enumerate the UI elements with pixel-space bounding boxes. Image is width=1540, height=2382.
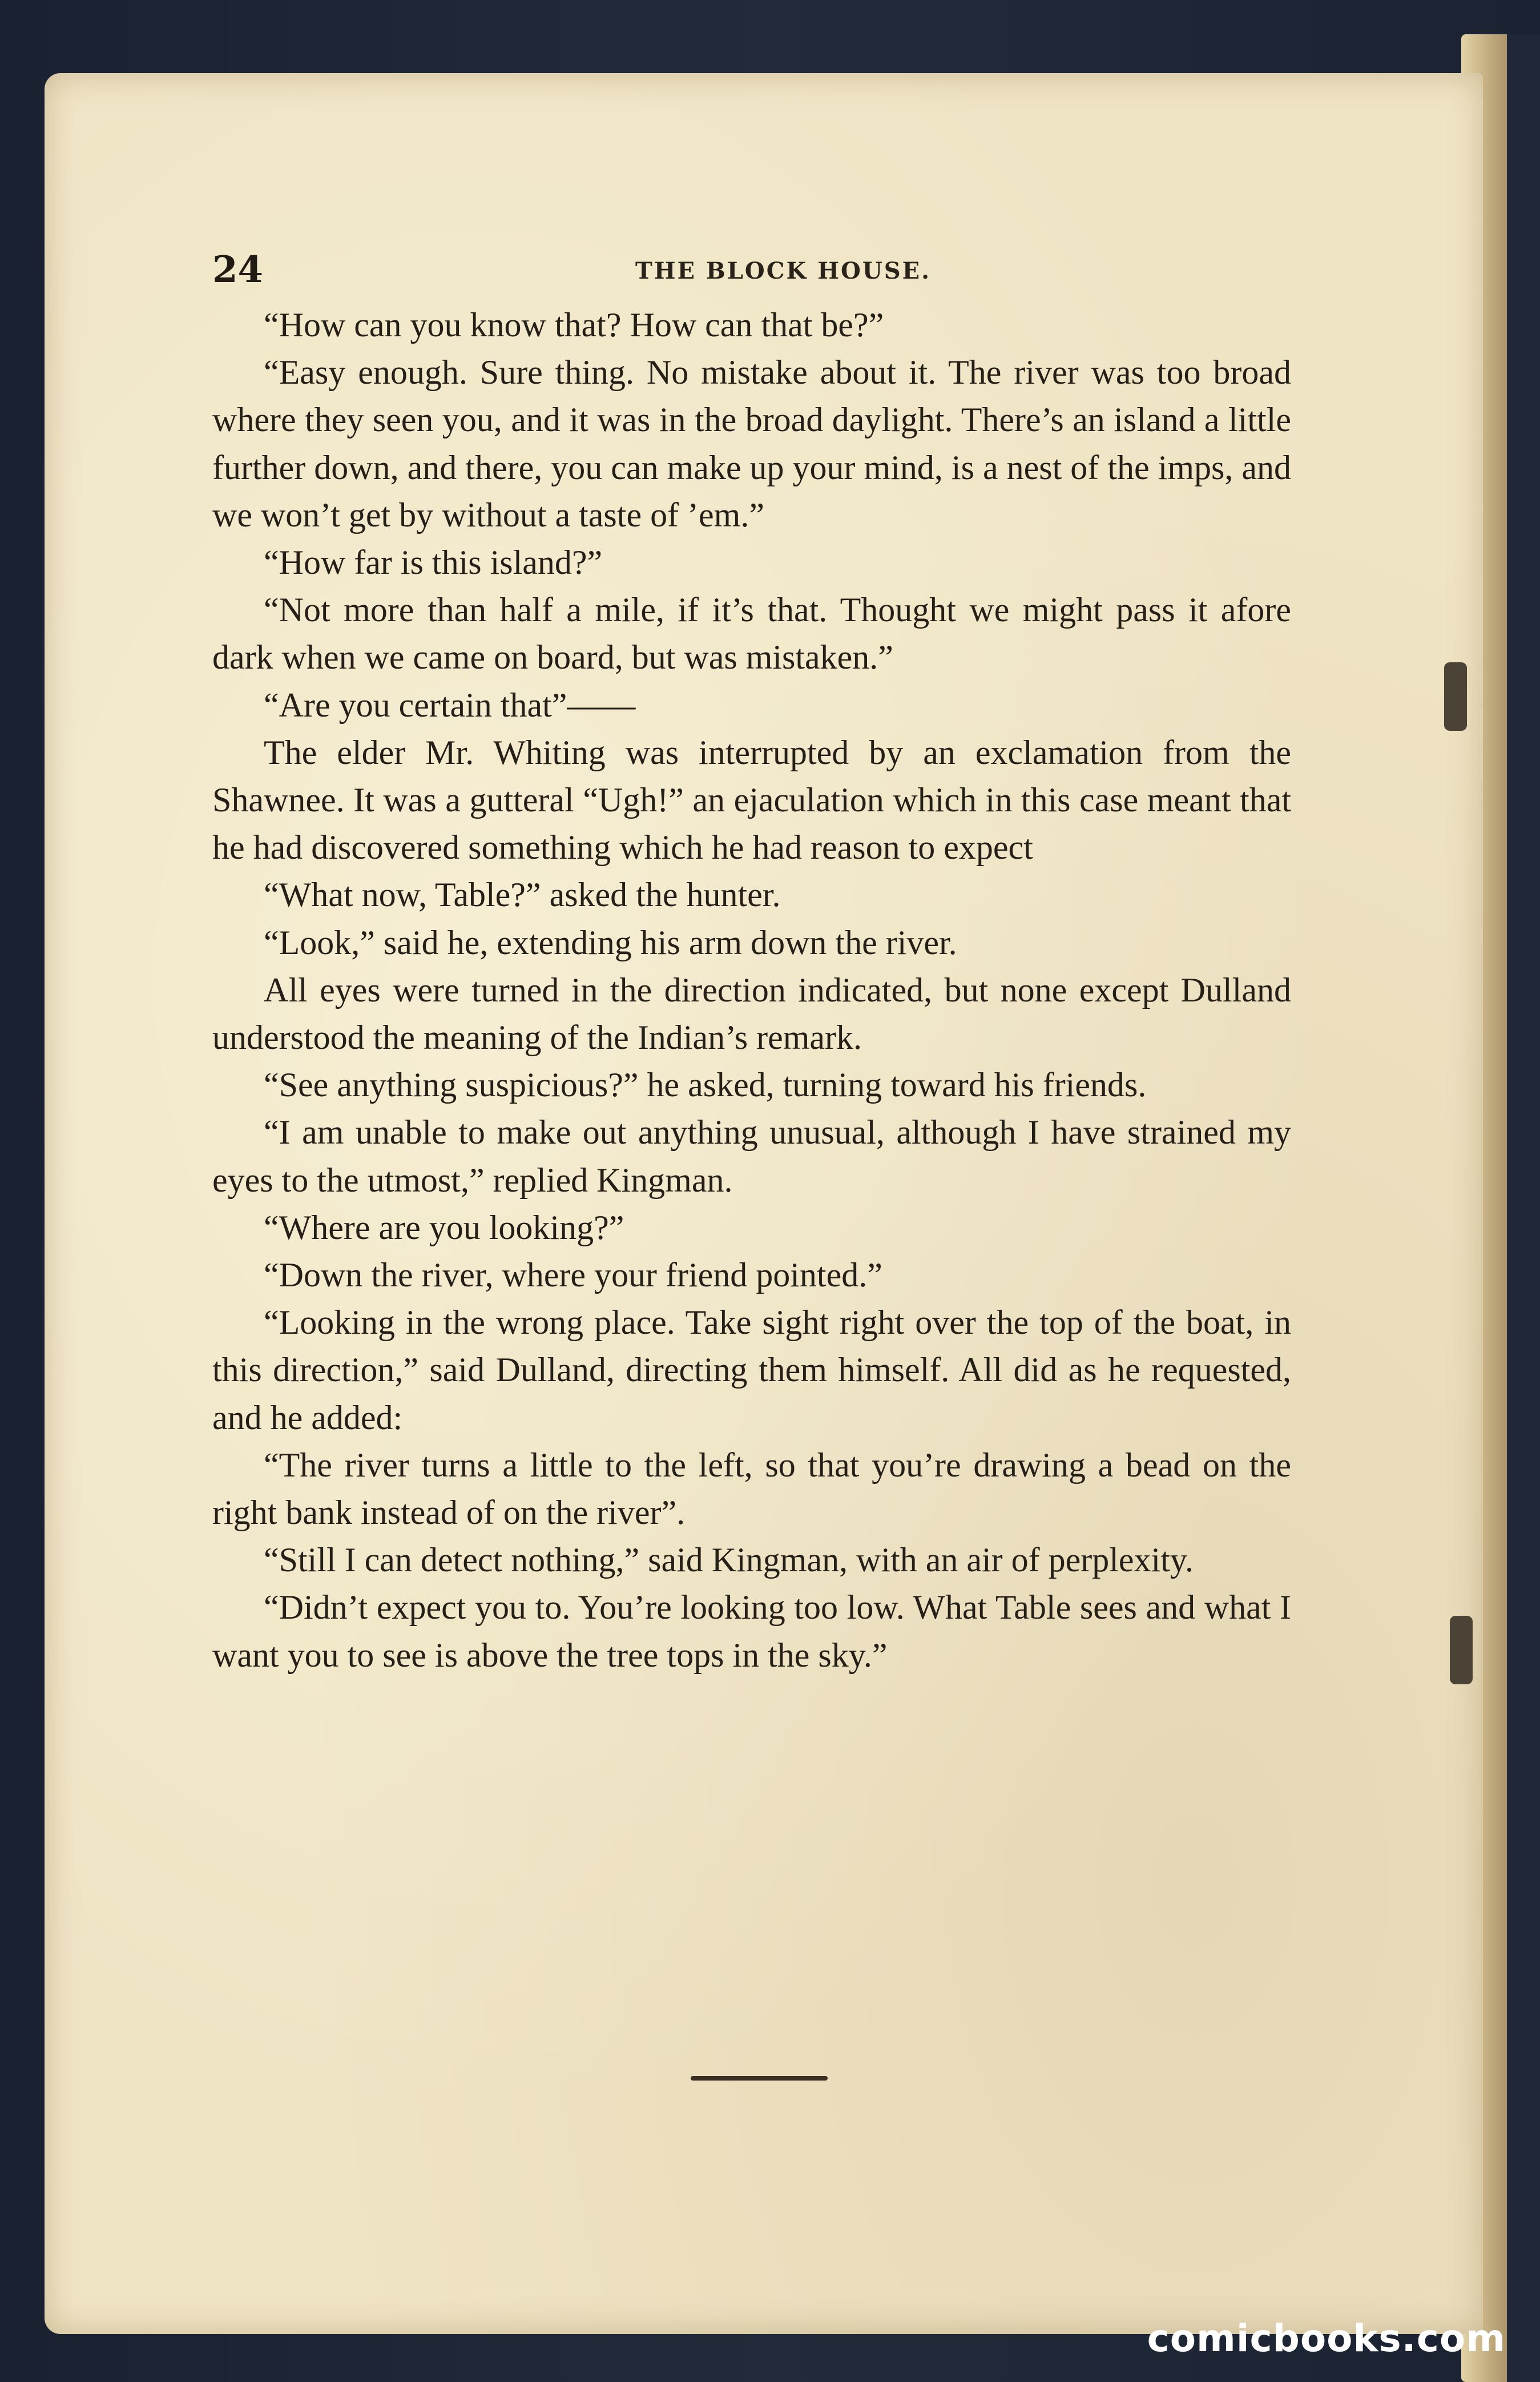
- paragraph: “Where are you looking?”: [264, 1208, 624, 1246]
- paragraph: “Easy enough. Sure thing. No mistake about it. The river was too broad where they seen you, and it was in the broad daylight. There’s an island a little further down, and there, you can make up your mind, is a nest of the imps, and we won’t get by without a taste of ’em.”: [212, 353, 1291, 534]
- running-title: THE BLOCK HOUSE.: [635, 257, 932, 284]
- paragraph: “How can you know that? How can that be?”: [264, 306, 884, 344]
- page-header: [212, 244, 1343, 296]
- paragraph: All eyes were turned in the direction indicated, but none except Dulland understood the meaning of the Indian’s remark.: [212, 971, 1291, 1057]
- paragraph: “See anything suspicious?” he asked, turning toward his friends.: [264, 1066, 1147, 1104]
- paragraph: “Look,” said he, extending his arm down the river.: [264, 923, 957, 961]
- paragraph: The elder Mr. Whiting was interrupted by an exclamation from the Shawnee. It was a gutteral “Ugh!” an ejaculation which in this case meant that he had discovered something which he had reason to expect: [212, 733, 1291, 867]
- paragraph: “Down the river, where your friend pointed.”: [264, 1256, 882, 1294]
- paragraph: “The river turns a little to the left, so that you’re drawing a bead on the right bank instead of on the river”.: [212, 1446, 1291, 1532]
- paragraph: “Are you certain that”——: [264, 686, 636, 724]
- paragraph: “Still I can detect nothing,” said Kingman, with an air of perplexity.: [264, 1541, 1194, 1579]
- body-text: [212, 301, 1291, 1679]
- paragraph: “Looking in the wrong place. Take sight right over the top of the boat, in this direction,” said Dulland, directing them himself. All did as he requested, and he added:: [212, 1303, 1291, 1437]
- staple-icon: [1450, 1616, 1473, 1684]
- site-watermark: comicbooks.com: [1147, 2316, 1506, 2360]
- page-number: 24: [212, 248, 264, 291]
- section-divider: [691, 2076, 828, 2081]
- book-edge: [1507, 34, 1540, 2382]
- paragraph: “I am unable to make out anything unusual, although I have strained my eyes to the utmost,” replied Kingman.: [212, 1113, 1291, 1199]
- paragraph: “What now, Table?” asked the hunter.: [264, 876, 781, 914]
- paragraph: “Not more than half a mile, if it’s that. Thought we might pass it afore dark when we came on board, but was mistaken.”: [212, 591, 1291, 677]
- paragraph: “How far is this island?”: [264, 544, 603, 582]
- paragraph: “Didn’t expect you to. You’re looking too low. What Table sees and what I want you to see is above the tree tops in the sky.”: [212, 1588, 1291, 1674]
- staple-icon: [1444, 662, 1467, 731]
